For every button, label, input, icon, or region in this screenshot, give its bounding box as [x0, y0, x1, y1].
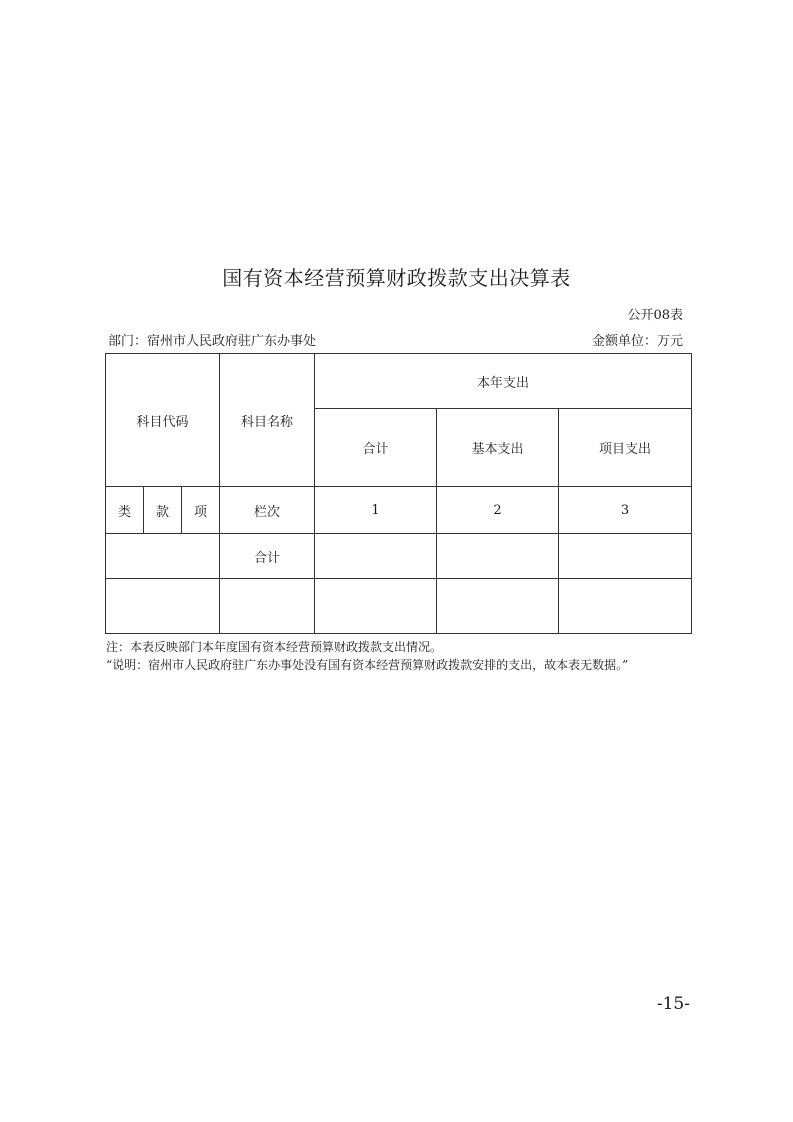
- header-row-1: [106, 354, 692, 409]
- form-number: 公开08表: [627, 308, 683, 323]
- notes-section: [106, 638, 628, 674]
- index-row: [106, 487, 692, 534]
- total-row: [106, 534, 692, 579]
- current-year-header: 本年支出: [315, 354, 692, 409]
- page-title: 国有资本经营预算财政拨款支出决算表: [222, 266, 571, 290]
- table-note: 注：本表反映部门本年度国有资本经营预算财政拨款支出情况。: [106, 640, 443, 654]
- total-row-project-cell: [559, 534, 692, 579]
- expenditure-table: [105, 353, 692, 634]
- subject-code-header: 科目代码: [106, 354, 220, 487]
- column-index-1: 1: [315, 487, 437, 534]
- total-header: 合计: [315, 409, 437, 487]
- total-row-label: 合计: [220, 534, 315, 579]
- empty-name-cell: [220, 579, 315, 634]
- category-label: 类: [106, 487, 144, 534]
- department-label: 部门：宿州市人民政府驻广东办事处: [108, 334, 317, 349]
- page-number: -15-: [656, 994, 690, 1014]
- project-expenditure-header: 项目支出: [559, 409, 692, 487]
- total-row-total-cell: [315, 534, 437, 579]
- empty-basic-cell: [437, 579, 559, 634]
- empty-total-cell: [315, 579, 437, 634]
- column-index-label: 栏次: [220, 487, 315, 534]
- column-index-2: 2: [437, 487, 559, 534]
- empty-project-cell: [559, 579, 692, 634]
- amount-unit-label: 金额单位：万元: [591, 334, 683, 349]
- total-row-code-cell: [106, 534, 220, 579]
- column-index-3: 3: [559, 487, 692, 534]
- subject-name-header: 科目名称: [220, 354, 315, 487]
- basic-expenditure-header: 基本支出: [437, 409, 559, 487]
- explanation-note: “说明：宿州市人民政府驻广东办事处没有国有资本经营预算财政拨款安排的支出，故本表无数据。”: [106, 658, 629, 672]
- section-label: 款: [144, 487, 182, 534]
- empty-code-cell: [106, 579, 220, 634]
- empty-data-row: [106, 579, 692, 634]
- total-row-basic-cell: [437, 534, 559, 579]
- item-label: 项: [182, 487, 220, 534]
